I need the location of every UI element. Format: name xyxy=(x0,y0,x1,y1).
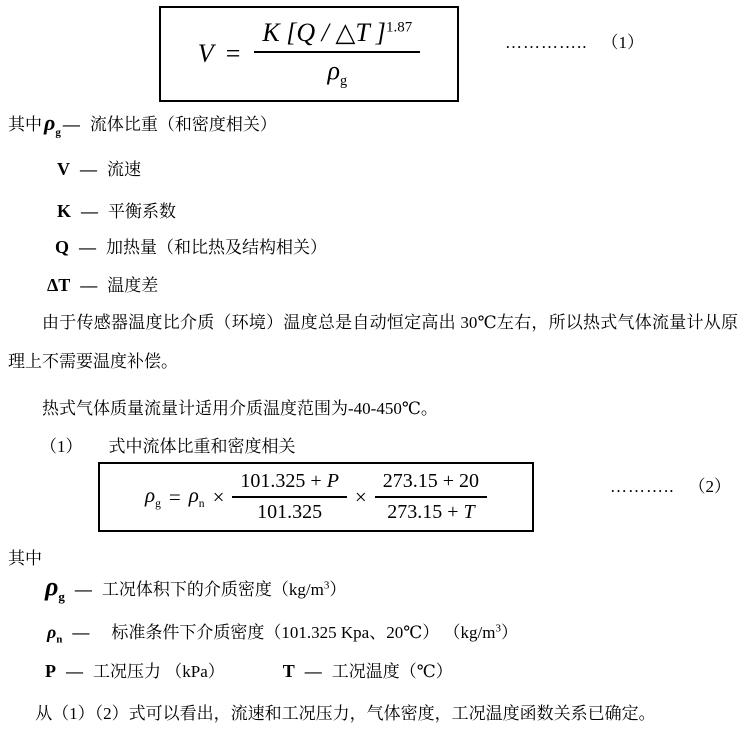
dash: — xyxy=(80,160,97,179)
paragraph-conclusion: 从（1）（2）式可以看出，流速和工况压力，气体密度，工况温度函数关系已确定。 xyxy=(35,704,656,723)
paragraph-temperature-compensation: 由于传感器温度比介质（环境）温度总是自动恒定高出 30℃左右，所以热式气体流量计从原理上不需要温度补偿。 xyxy=(8,313,738,371)
dots-leader: ………….. xyxy=(505,33,588,52)
definition-text: 加热量（和比热及结构相关） xyxy=(106,238,328,257)
item-text: 式中流体比重和密度相关 xyxy=(108,437,296,456)
dash: — xyxy=(304,662,322,681)
definition-rho-g-2 xyxy=(45,572,346,605)
formula-2-reference xyxy=(610,472,731,497)
formula-1-denominator: $\rho_g$ xyxy=(327,55,348,90)
formula-2-number: （2） xyxy=(688,477,731,496)
formula-2-equals: = xyxy=(168,484,181,509)
formula-1-equals: = xyxy=(225,39,241,68)
v-symbol: V xyxy=(57,159,70,179)
definition-text: 流体比重（和密度相关） xyxy=(89,115,277,134)
section-2-heading: 其中 xyxy=(8,549,42,568)
definition-rho-g-1 xyxy=(8,110,277,138)
paragraph-temperature-range: 热式气体质量流量计适用介质温度范围为-40-450℃。 xyxy=(42,399,438,418)
definition-text: 工况体积下的介质密度$(kg/m^3)$ xyxy=(101,579,347,599)
definition-v xyxy=(57,155,141,180)
formula-2-rho-n: $\rho_n$ xyxy=(188,483,205,511)
item-number: （1） xyxy=(40,437,83,456)
definition-text: 标准条件下介质密度（101.325 Kpa、20℃） $(kg/m^3)$ xyxy=(111,622,518,642)
delta-t-symbol: ΔT xyxy=(47,275,71,295)
formula-2-box xyxy=(98,462,534,532)
pressure-numerator: 101.325 + P xyxy=(232,470,347,498)
formula-1-lhs: V xyxy=(197,39,214,68)
cubed-superscript: 3 xyxy=(323,579,330,592)
temperature-denominator: 273.15 + T xyxy=(387,501,475,523)
definition-q xyxy=(55,233,327,258)
definition-p-and-t xyxy=(45,657,453,682)
pressure-denominator: 101.325 xyxy=(257,501,323,523)
q-symbol: Q xyxy=(55,237,70,257)
definition-text: 工况温度（℃） xyxy=(331,662,453,681)
rho-n-symbol: $\rho_n$ xyxy=(47,622,63,646)
definition-text: 温度差 xyxy=(107,276,159,295)
dash: — xyxy=(72,623,90,642)
dash: — xyxy=(81,202,99,221)
dash: — xyxy=(62,115,80,134)
formula-1-exponent: 1.87 xyxy=(385,19,413,36)
dash: — xyxy=(79,238,97,257)
formula-1-fraction xyxy=(254,18,420,90)
temperature-numerator: 273.15 + 20 xyxy=(375,470,487,498)
definition-text: 流速 xyxy=(107,160,141,179)
formula-1-reference xyxy=(505,28,644,53)
definition-prefix: 其中 xyxy=(8,115,42,134)
formula-1-number: （1） xyxy=(601,33,644,52)
k-symbol: K xyxy=(57,201,72,221)
multiply-sign: × xyxy=(354,484,367,509)
formula-2-temperature-fraction xyxy=(375,470,487,524)
cubed-superscript: 3 xyxy=(495,622,501,635)
formula-1-box xyxy=(159,6,459,102)
definition-rho-n xyxy=(47,618,518,646)
formula-2-lhs: $\rho_g$ xyxy=(144,483,161,511)
dash: — xyxy=(80,276,98,295)
t-symbol: T xyxy=(282,661,295,681)
p-symbol: P xyxy=(45,661,56,681)
multiply-sign: × xyxy=(212,484,225,509)
definition-k xyxy=(57,197,176,222)
formula-1-numerator: K [Q / △T ]$^{1.87}$ xyxy=(254,18,420,53)
rho-g-symbol: $\rho_g$ xyxy=(44,110,61,139)
dash: — xyxy=(66,662,83,681)
dash: — xyxy=(74,580,92,599)
definition-text: 工况压力 （kPa） xyxy=(93,662,225,681)
rho-g-symbol: $\rho_g$ xyxy=(45,572,65,605)
definition-delta-t xyxy=(47,271,158,296)
formula-2-pressure-fraction xyxy=(232,470,347,524)
dots-leader: ……….. xyxy=(610,477,675,496)
definition-text: 平衡系数 xyxy=(108,202,177,221)
paragraph-density-note xyxy=(40,427,296,466)
